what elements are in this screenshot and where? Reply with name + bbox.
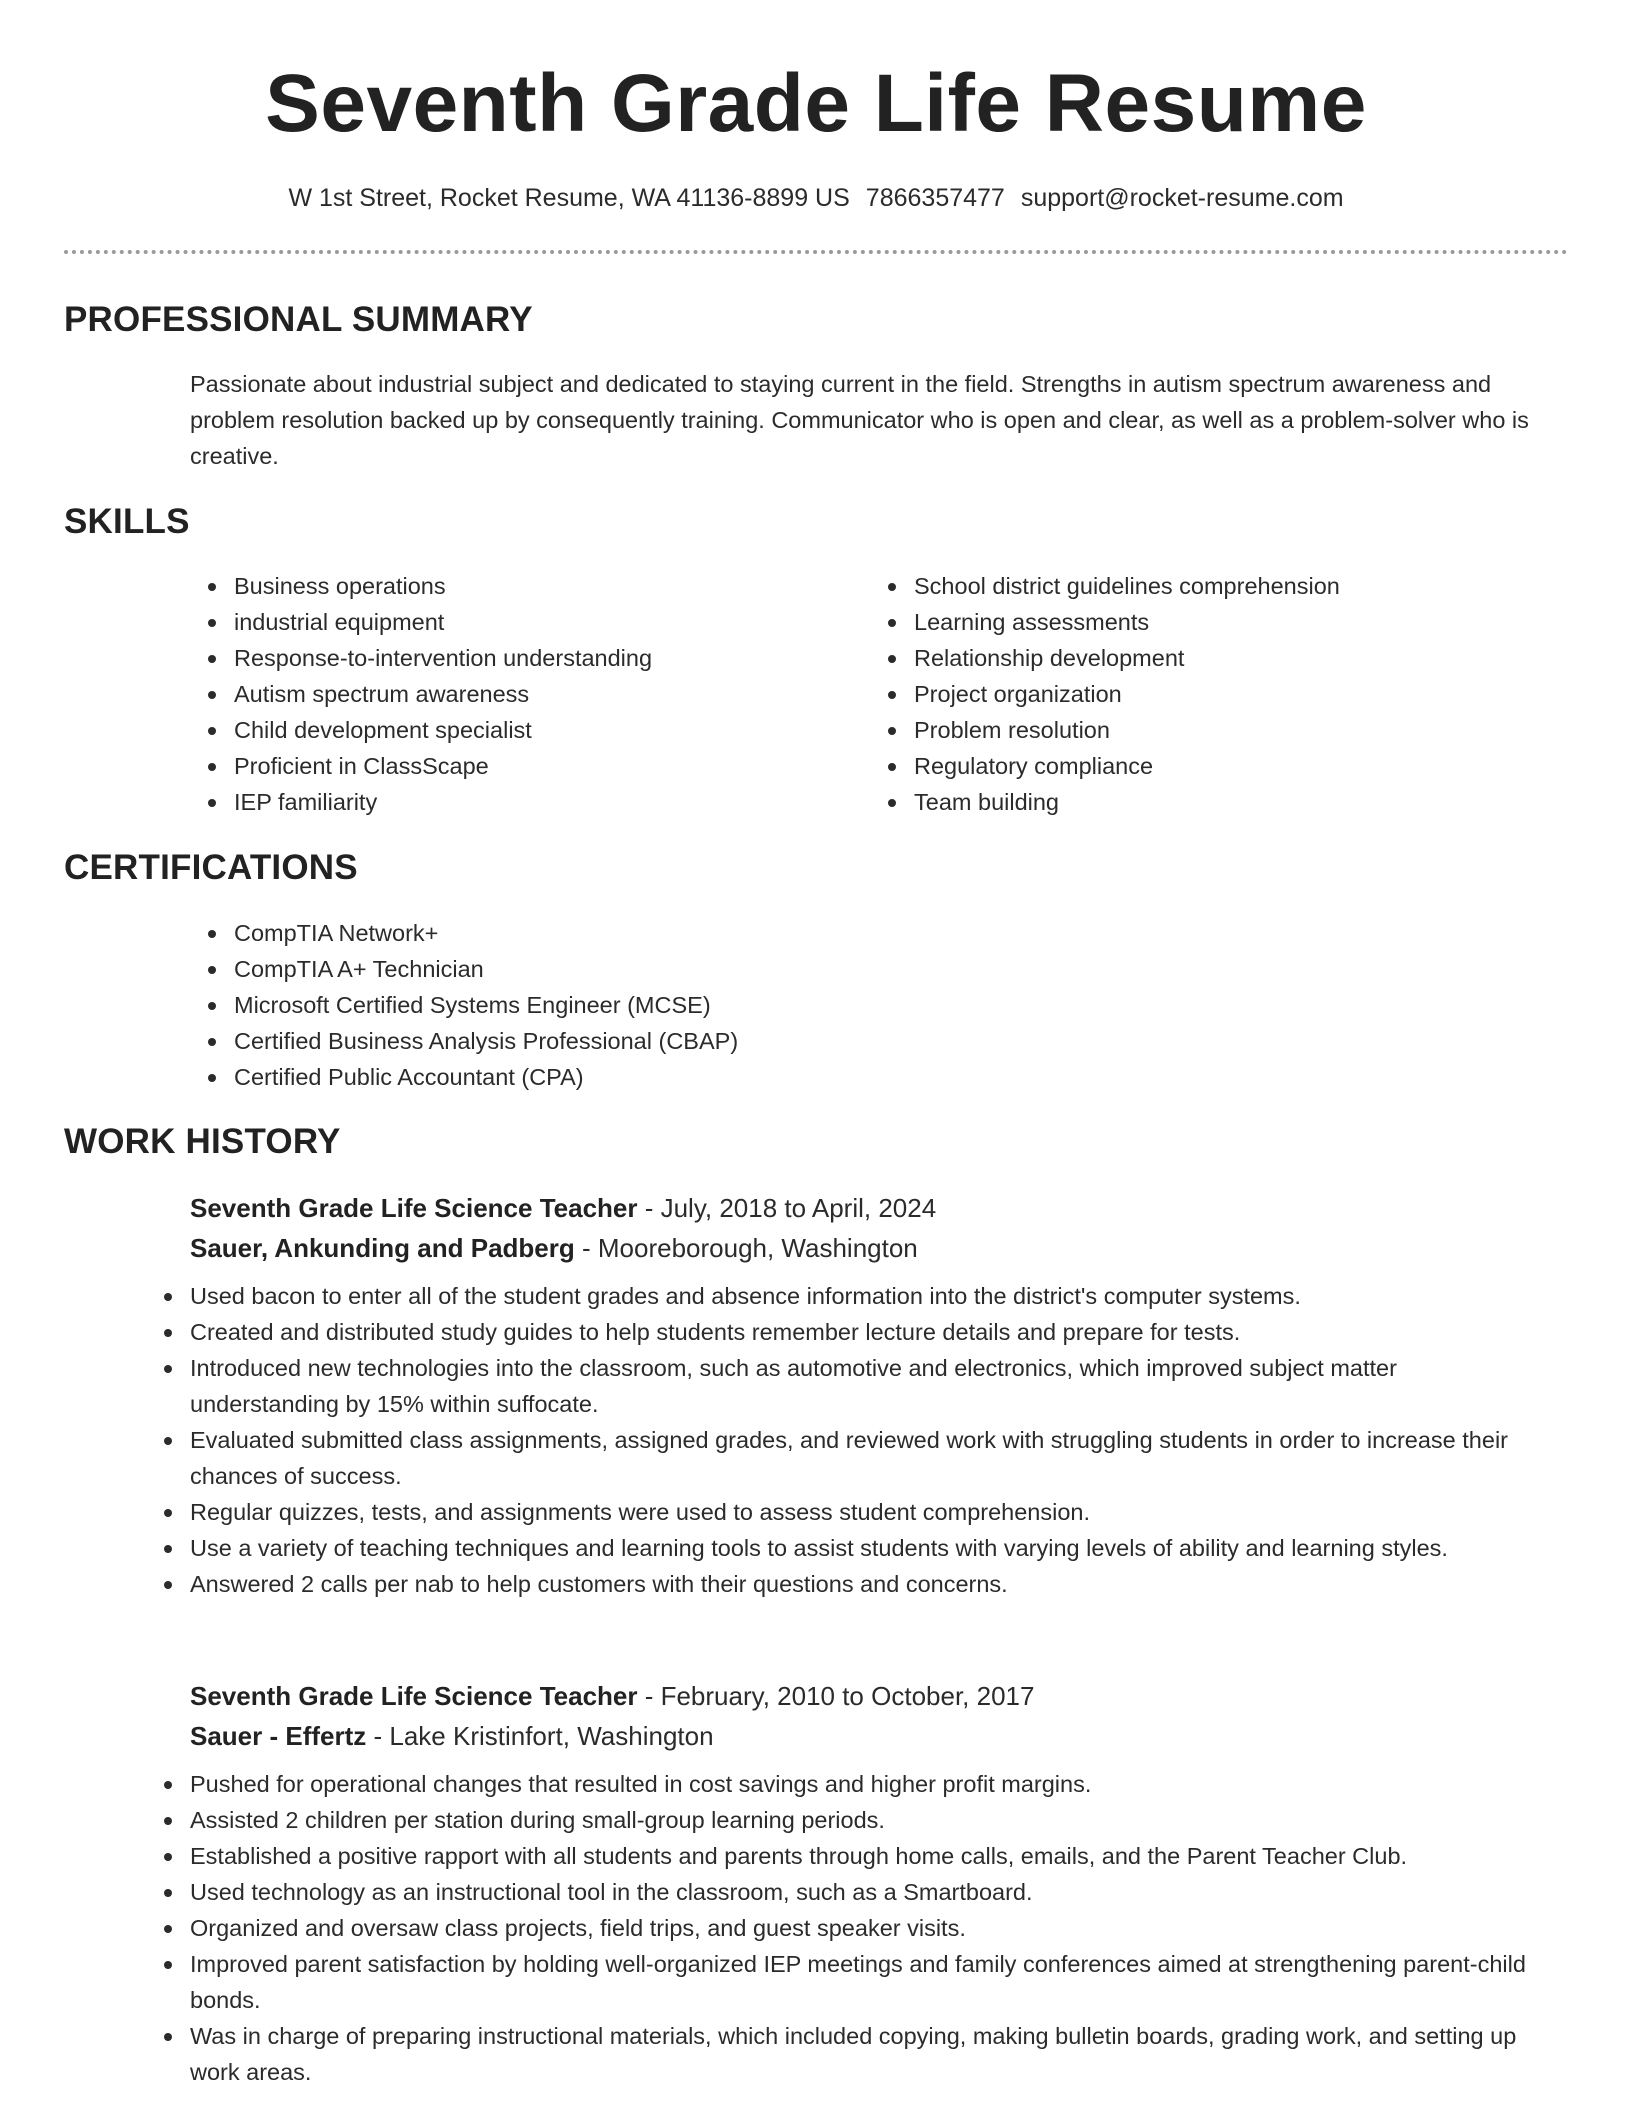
certification-item: Certified Business Analysis Professional (CBAP) — [234, 1023, 1190, 1059]
job-bullet: Evaluated submitted class assignments, assigned grades, and reviewed work with struggling students in order to increase their chances of success. — [190, 1422, 1540, 1494]
job-company-line — [190, 1716, 1540, 1756]
job-bullet: Created and distributed study guides to help students remember lecture details and prepare for tests. — [190, 1314, 1540, 1350]
job-dates: - February, 2010 to October, 2017 — [637, 1681, 1035, 1711]
job-company: Sauer, Ankunding and Padberg — [190, 1233, 575, 1263]
job-bullet: Established a positive rapport with all students and parents through home calls, emails, and the Parent Teacher Club. — [190, 1838, 1540, 1874]
job-bullet: Regular quizzes, tests, and assignments were used to assess student comprehension. — [190, 1494, 1540, 1530]
skill-item: Response-to-intervention understanding — [234, 640, 830, 676]
job-bullet: Improved parent satisfaction by holding well-organized IEP meetings and family conferences aimed at strengthening parent-child bonds. — [190, 1946, 1540, 2018]
contact-email[interactable]: support@rocket-resume.com — [1020, 184, 1344, 212]
certification-item: CompTIA Network+ — [234, 915, 1190, 951]
certifications-heading: CERTIFICATIONS — [64, 848, 358, 887]
job-bullet: Pushed for operational changes that resulted in cost savings and higher profit margins. — [190, 1766, 1540, 1802]
skill-item: Business operations — [234, 568, 830, 604]
skill-item: Child development specialist — [234, 712, 830, 748]
job-bullet: Was in charge of preparing instructional materials, which included copying, making bulletin boards, grading work, and setting up work areas. — [190, 2018, 1540, 2090]
job-location: - Mooreborough, Washington — [574, 1233, 918, 1263]
resume-name: Seventh Grade Life Resume — [265, 58, 1367, 149]
job-role: Seventh Grade Life Science Teacher — [190, 1193, 638, 1223]
skill-item: Team building — [914, 784, 1550, 820]
job-bullet: Use a variety of teaching techniques and learning tools to assist students with varying levels of ability and learning styles. — [190, 1530, 1540, 1566]
job-title-line — [190, 1676, 1540, 1716]
skills-heading: SKILLS — [64, 502, 190, 541]
job-bullet: Used bacon to enter all of the student grades and absence information into the district's computer systems. — [190, 1278, 1540, 1314]
summary-heading: PROFESSIONAL SUMMARY — [64, 300, 533, 339]
job-bullet: Answered 2 calls per nab to help customers with their questions and concerns. — [190, 1566, 1540, 1602]
skill-item: School district guidelines comprehension — [914, 568, 1550, 604]
job-location: - Lake Kristinfort, Washington — [366, 1721, 714, 1751]
contact-phone: 7866357477 — [865, 184, 1005, 212]
certification-item: CompTIA A+ Technician — [234, 951, 1190, 987]
contact-address: W 1st Street, Rocket Resume, WA 41136-8899 US — [288, 184, 850, 212]
skill-item: IEP familiarity — [234, 784, 830, 820]
skills-column-left — [190, 568, 830, 820]
skill-item: industrial equipment — [234, 604, 830, 640]
contact-line — [0, 180, 1632, 216]
skill-item: Project organization — [914, 676, 1550, 712]
skills-column-right — [870, 568, 1550, 820]
skill-item: Autism spectrum awareness — [234, 676, 830, 712]
skill-item: Regulatory compliance — [914, 748, 1550, 784]
job-company-line — [190, 1228, 1540, 1268]
skill-item: Problem resolution — [914, 712, 1550, 748]
skill-item: Relationship development — [914, 640, 1550, 676]
job-entry — [190, 1188, 1540, 1602]
certification-item: Microsoft Certified Systems Engineer (MCSE) — [234, 987, 1190, 1023]
skill-item: Proficient in ClassScape — [234, 748, 830, 784]
job-bullet: Used technology as an instructional tool in the classroom, such as a Smartboard. — [190, 1874, 1540, 1910]
job-company: Sauer - Effertz — [190, 1721, 367, 1751]
summary-text: Passionate about industrial subject and dedicated to staying current in the field. Strengths in autism spectrum awareness and problem resolution backed up by consequently training. Communicator who is open and clear, as well as a problem-solver who is creative. — [190, 371, 1529, 469]
job-title-line — [190, 1188, 1540, 1228]
job-bullet: Introduced new technologies into the classroom, such as automotive and electronics, which improved subject matter understanding by 15% within suffocate. — [190, 1350, 1540, 1422]
work-history-heading: WORK HISTORY — [64, 1122, 341, 1161]
job-responsibilities — [190, 1766, 1540, 2090]
job-entry — [190, 1676, 1540, 2090]
job-bullet: Organized and oversaw class projects, field trips, and guest speaker visits. — [190, 1910, 1540, 1946]
job-dates: - July, 2018 to April, 2024 — [637, 1193, 937, 1223]
job-responsibilities — [190, 1278, 1540, 1602]
skill-item: Learning assessments — [914, 604, 1550, 640]
certification-item: Certified Public Accountant (CPA) — [234, 1059, 1190, 1095]
certifications-list — [190, 915, 1190, 1095]
header-divider — [64, 250, 1568, 254]
job-bullet: Assisted 2 children per station during small-group learning periods. — [190, 1802, 1540, 1838]
job-role: Seventh Grade Life Science Teacher — [190, 1681, 638, 1711]
